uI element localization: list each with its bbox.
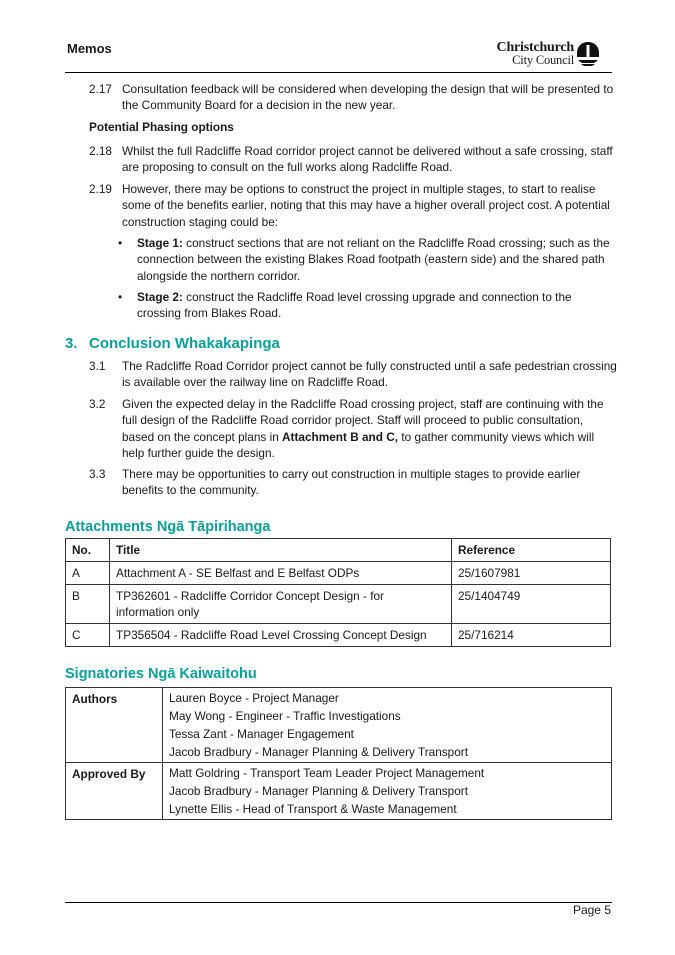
cathedral-icon (576, 41, 600, 67)
paragraph-number: 3.3 (89, 467, 106, 481)
author-entry: Jacob Bradbury - Manager Planning & Delivery Transport (169, 745, 469, 759)
paragraph-number: 2.19 (89, 182, 112, 196)
section-title: Conclusion Whakakapinga (89, 335, 280, 352)
paragraph-number: 2.18 (89, 144, 112, 158)
bullet-text (137, 235, 615, 284)
bullet-dot-icon: • (118, 290, 123, 304)
approver-entry: Matt Goldring - Transport Team Leader Project Management (169, 766, 485, 780)
bullet-label: Stage 1: (137, 236, 183, 250)
approved-by-label: Approved By (66, 763, 163, 820)
paragraph-text: The Radcliffe Road Corridor project cannot be fully constructed until a safe pedestrian crossing is available over the railway line on Radcliffe Road. (122, 359, 617, 390)
paragraph-text-part: to gather community views which will help further guide the design. (122, 429, 595, 461)
approver-entry: Jacob Bradbury - Manager Planning & Delivery Transport (169, 784, 469, 798)
header-rule (65, 72, 612, 73)
bullet-body: construct the Radcliffe Road level crossing upgrade and connection to the crossing from Blakes Road. (137, 290, 572, 321)
bullet-label: Stage 2: (137, 290, 183, 304)
bullet-dot-icon: • (118, 236, 123, 250)
council-logo (492, 41, 610, 67)
cell-no: C (66, 624, 110, 647)
author-entry: Tessa Zant - Manager Engagement (169, 727, 354, 741)
paragraph-text: Whilst the full Radcliffe Road corridor project cannot be delivered without a safe crossing, staff are proposing to consult on the full works along Radcliffe Road. (122, 144, 613, 175)
table-row (66, 624, 611, 647)
cell-no: A (66, 562, 110, 585)
authors-label: Authors (66, 688, 163, 763)
bullet-text (137, 289, 615, 322)
section-number: 3. (65, 335, 78, 352)
cell-title: TP356504 - Radcliffe Road Level Crossing Concept Design (110, 624, 452, 647)
paragraph-number: 3.2 (89, 397, 106, 411)
phasing-subheading: Potential Phasing options (89, 120, 234, 134)
page-header-section: Memos (67, 41, 112, 56)
cell-title: TP362601 - Radcliffe Corridor Concept Design - for information only (110, 585, 452, 624)
paragraph-number: 3.1 (89, 359, 106, 373)
author-entry: Lauren Boyce - Project Manager (169, 691, 339, 705)
approvers-list (163, 763, 612, 820)
attachment-reference: Attachment B and C, (282, 429, 399, 444)
paragraph-number: 2.17 (89, 82, 112, 96)
attachments-heading: Attachments Ngā Tāpirihanga (65, 519, 271, 535)
cell-reference: 25/716214 (452, 624, 611, 647)
paragraph-text: There may be opportunities to carry out construction in multiple stages to provide earlier benefits to the community. (122, 467, 581, 498)
table-row (66, 562, 611, 585)
table-row (66, 688, 612, 763)
cell-reference: 25/1404749 (452, 585, 611, 624)
paragraph-text (122, 396, 617, 462)
table-row (66, 585, 611, 624)
logo-text-line1: Christchurch (496, 40, 574, 55)
signatories-heading: Signatories Ngā Kaiwaitohu (65, 666, 257, 682)
column-header-no: No. (66, 539, 110, 562)
cell-reference: 25/1607981 (452, 562, 611, 585)
authors-list (163, 688, 612, 763)
cell-title: Attachment A - SE Belfast and E Belfast ODPs (110, 562, 452, 585)
paragraph-text-part: Given the expected delay in the Radcliffe Road crossing project, staff are continuing with the full design of the Radcliffe Road corridor project. Staff will proceed to public consultation, based on the concept plans in (122, 397, 604, 444)
cell-no: B (66, 585, 110, 624)
bullet-body: construct sections that are not reliant on the Radcliffe Road crossing; such as the connection between the existing Blakes Road footpath (eastern side) and the shared path alongside the northern corridor. (137, 236, 610, 283)
column-header-title: Title (110, 539, 452, 562)
attachments-table (65, 538, 611, 647)
footer-rule (65, 902, 612, 903)
conclusion-heading (65, 335, 280, 352)
logo-text-line2: City Council (512, 53, 574, 67)
approver-entry: Lynette Ellis - Head of Transport & Waste Management (169, 802, 457, 816)
signatories-table (65, 687, 612, 820)
column-header-reference: Reference (452, 539, 611, 562)
paragraph-text: However, there may be options to construct the project in multiple stages, to start to realise some of the benefits earlier, noting that this may have a higher overall project cost. A potential construction staging could be: (122, 182, 610, 229)
table-header-row (66, 539, 611, 562)
table-row (66, 763, 612, 820)
paragraph-text: Consultation feedback will be considered when developing the design that will be presented to the Community Board for a decision in the new year. (122, 82, 614, 113)
page-number: Page 5 (572, 903, 611, 917)
author-entry: May Wong - Engineer - Traffic Investigations (169, 709, 401, 723)
